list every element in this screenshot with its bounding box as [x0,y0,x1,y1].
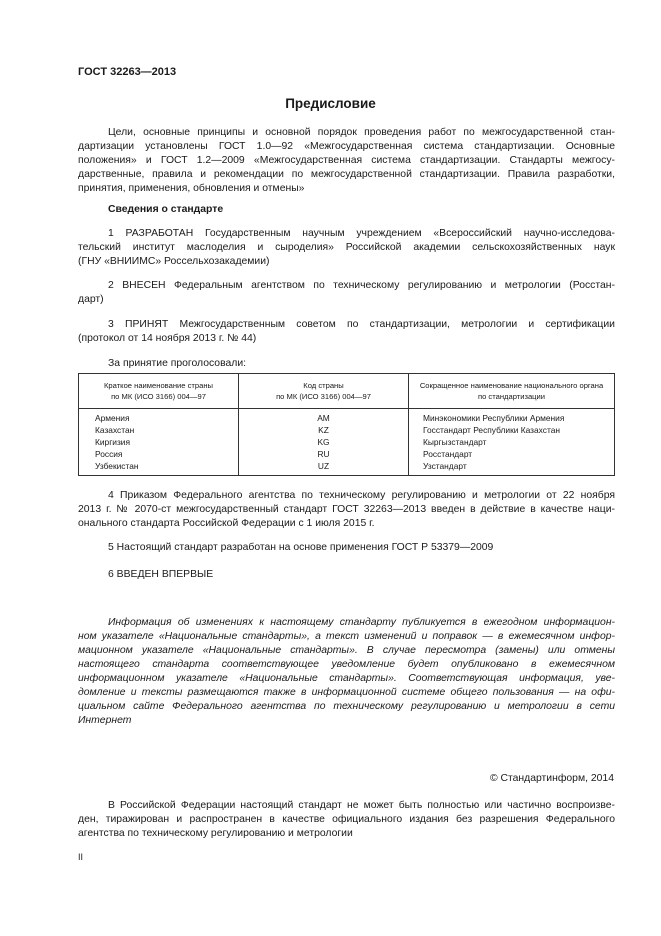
rights-line: ден, тиражирован и распространен в качестве официального издания без разрешения Федерального [78,814,615,825]
intro-line: дартизации установлены ГОСТ 1.0—92 «Межгосударственная система стандартизации. Основные [78,141,615,152]
voting-table [78,373,615,476]
country-code: RU [239,448,409,460]
info-line: мационном указателе «Национальные стандарты». В случае пересмотра (замены) или отмены [78,645,615,656]
table-header-row [79,374,615,409]
country-code: AM [239,409,409,425]
info-line: циальном сайте Федерального агентства по техническому регулированию и метрологии в сети [78,701,615,712]
table-row [79,409,615,425]
item-1-line: 1 РАЗРАБОТАН Государственным научным учреждением «Всероссийский научно-исследова- [108,228,615,239]
country-name: Киргизия [79,436,239,448]
table-header-body: Сокращенное наименование национального органа по стандартизации [409,374,615,409]
table-row [79,424,615,436]
item-3-line: (протокол от 14 ноября 2013 г. № 44) [78,333,257,344]
table-header-country: Краткое наименование страны по МК (ИСО 3166) 004—97 [79,374,239,409]
table-row [79,448,615,460]
item-2-line: дарт) [78,294,104,305]
country-code: UZ [239,460,409,476]
intro-line: Цели, основные принципы и основной порядок проведения работ по межгосударственной стан- [108,127,615,138]
rights-line: В Российской Федерации настоящий стандарт не может быть полностью или частично воспроизве- [108,800,615,811]
vote-label: За принятие проголосовали: [108,358,247,369]
intro-line: положения» и ГОСТ 1.2—2009 «Межгосударственная система стандартизации. Стандарты межгосу- [78,155,615,166]
country-code: KG [239,436,409,448]
intro-line: принятия, применения, обновления и отмены» [78,183,305,194]
country-code: KZ [239,424,409,436]
info-line: Интернет [78,715,132,726]
item-4 [78,489,615,531]
info-line: настоящего стандарта соответствующее уведомление будет опубликовано в ежемесячном [78,659,615,670]
standards-body: Минэкономики Республики Армения [409,409,615,425]
country-name: Россия [79,448,239,460]
item-1 [78,227,615,269]
table-row [79,436,615,448]
rights-notice [78,799,615,841]
country-name: Армения [79,409,239,425]
info-notice [78,616,615,728]
item-2 [78,279,615,307]
intro-paragraph [78,126,615,196]
item-6: 6 ВВЕДЕН ВПЕРВЫЕ [108,569,214,580]
rights-line: агентства по техническому регулированию и метрологии [78,828,353,839]
info-line: Информация об изменениях к настоящему стандарту публикуется в ежегодном информацион- [108,617,615,628]
item-4-line: онального стандарта Российской Федерации с 1 июля 2015 г. [78,518,375,529]
intro-line: дарственные, правила и рекомендации по межгосударственной стандартизации. Правила разработки, [78,169,615,180]
item-1-line: тельский институт маслоделия и сыроделия» Российской академии сельскохозяйственных наук [78,242,615,253]
standards-body: Кыргызстандарт [409,436,615,448]
info-line: информационном указателе «Национальные стандарты». Соответствующая информация, уве- [78,673,615,684]
item-4-line: 4 Приказом Федерального агентства по техническому регулированию и метрологии от 22 ноября [108,490,615,501]
item-2-line: 2 ВНЕСЕН Федеральным агентством по техническому регулированию и метрологии (Росстан- [108,280,615,291]
info-line: ном указателе «Национальные стандарты», а текст изменений и поправок — в ежемесячном инфор- [78,631,615,642]
item-4-line: 2013 г. № 2070-ст межгосударственный стандарт ГОСТ 32263—2013 введен в действие в качестве наци- [78,504,615,515]
page-number: II [78,852,84,862]
table-row [79,460,615,476]
item-3-line: 3 ПРИНЯТ Межгосударственным советом по стандартизации, метрологии и сертификации [108,319,615,330]
country-name: Казахстан [79,424,239,436]
item-5: 5 Настоящий стандарт разработан на основе применения ГОСТ Р 53379—2009 [108,542,494,553]
section-heading: Сведения о стандарте [108,204,224,215]
document-header: ГОСТ 32263—2013 [78,66,177,78]
standards-body: Узстандарт [409,460,615,476]
country-name: Узбекистан [79,460,239,476]
item-3 [78,318,615,346]
item-1-line: (ГНУ «ВНИИМС» Россельхозакадемии) [78,256,270,267]
info-line: домление и тексты размещаются также в информационной системе общего пользования — на офи- [78,687,615,698]
standards-body: Госстандарт Республики Казахстан [409,424,615,436]
copyright: © Стандартинформ, 2014 [489,773,614,784]
page-title: Предисловие [285,96,376,111]
table-header-code: Код страны по МК (ИСО 3166) 004—97 [239,374,409,409]
standards-body: Росстандарт [409,448,615,460]
